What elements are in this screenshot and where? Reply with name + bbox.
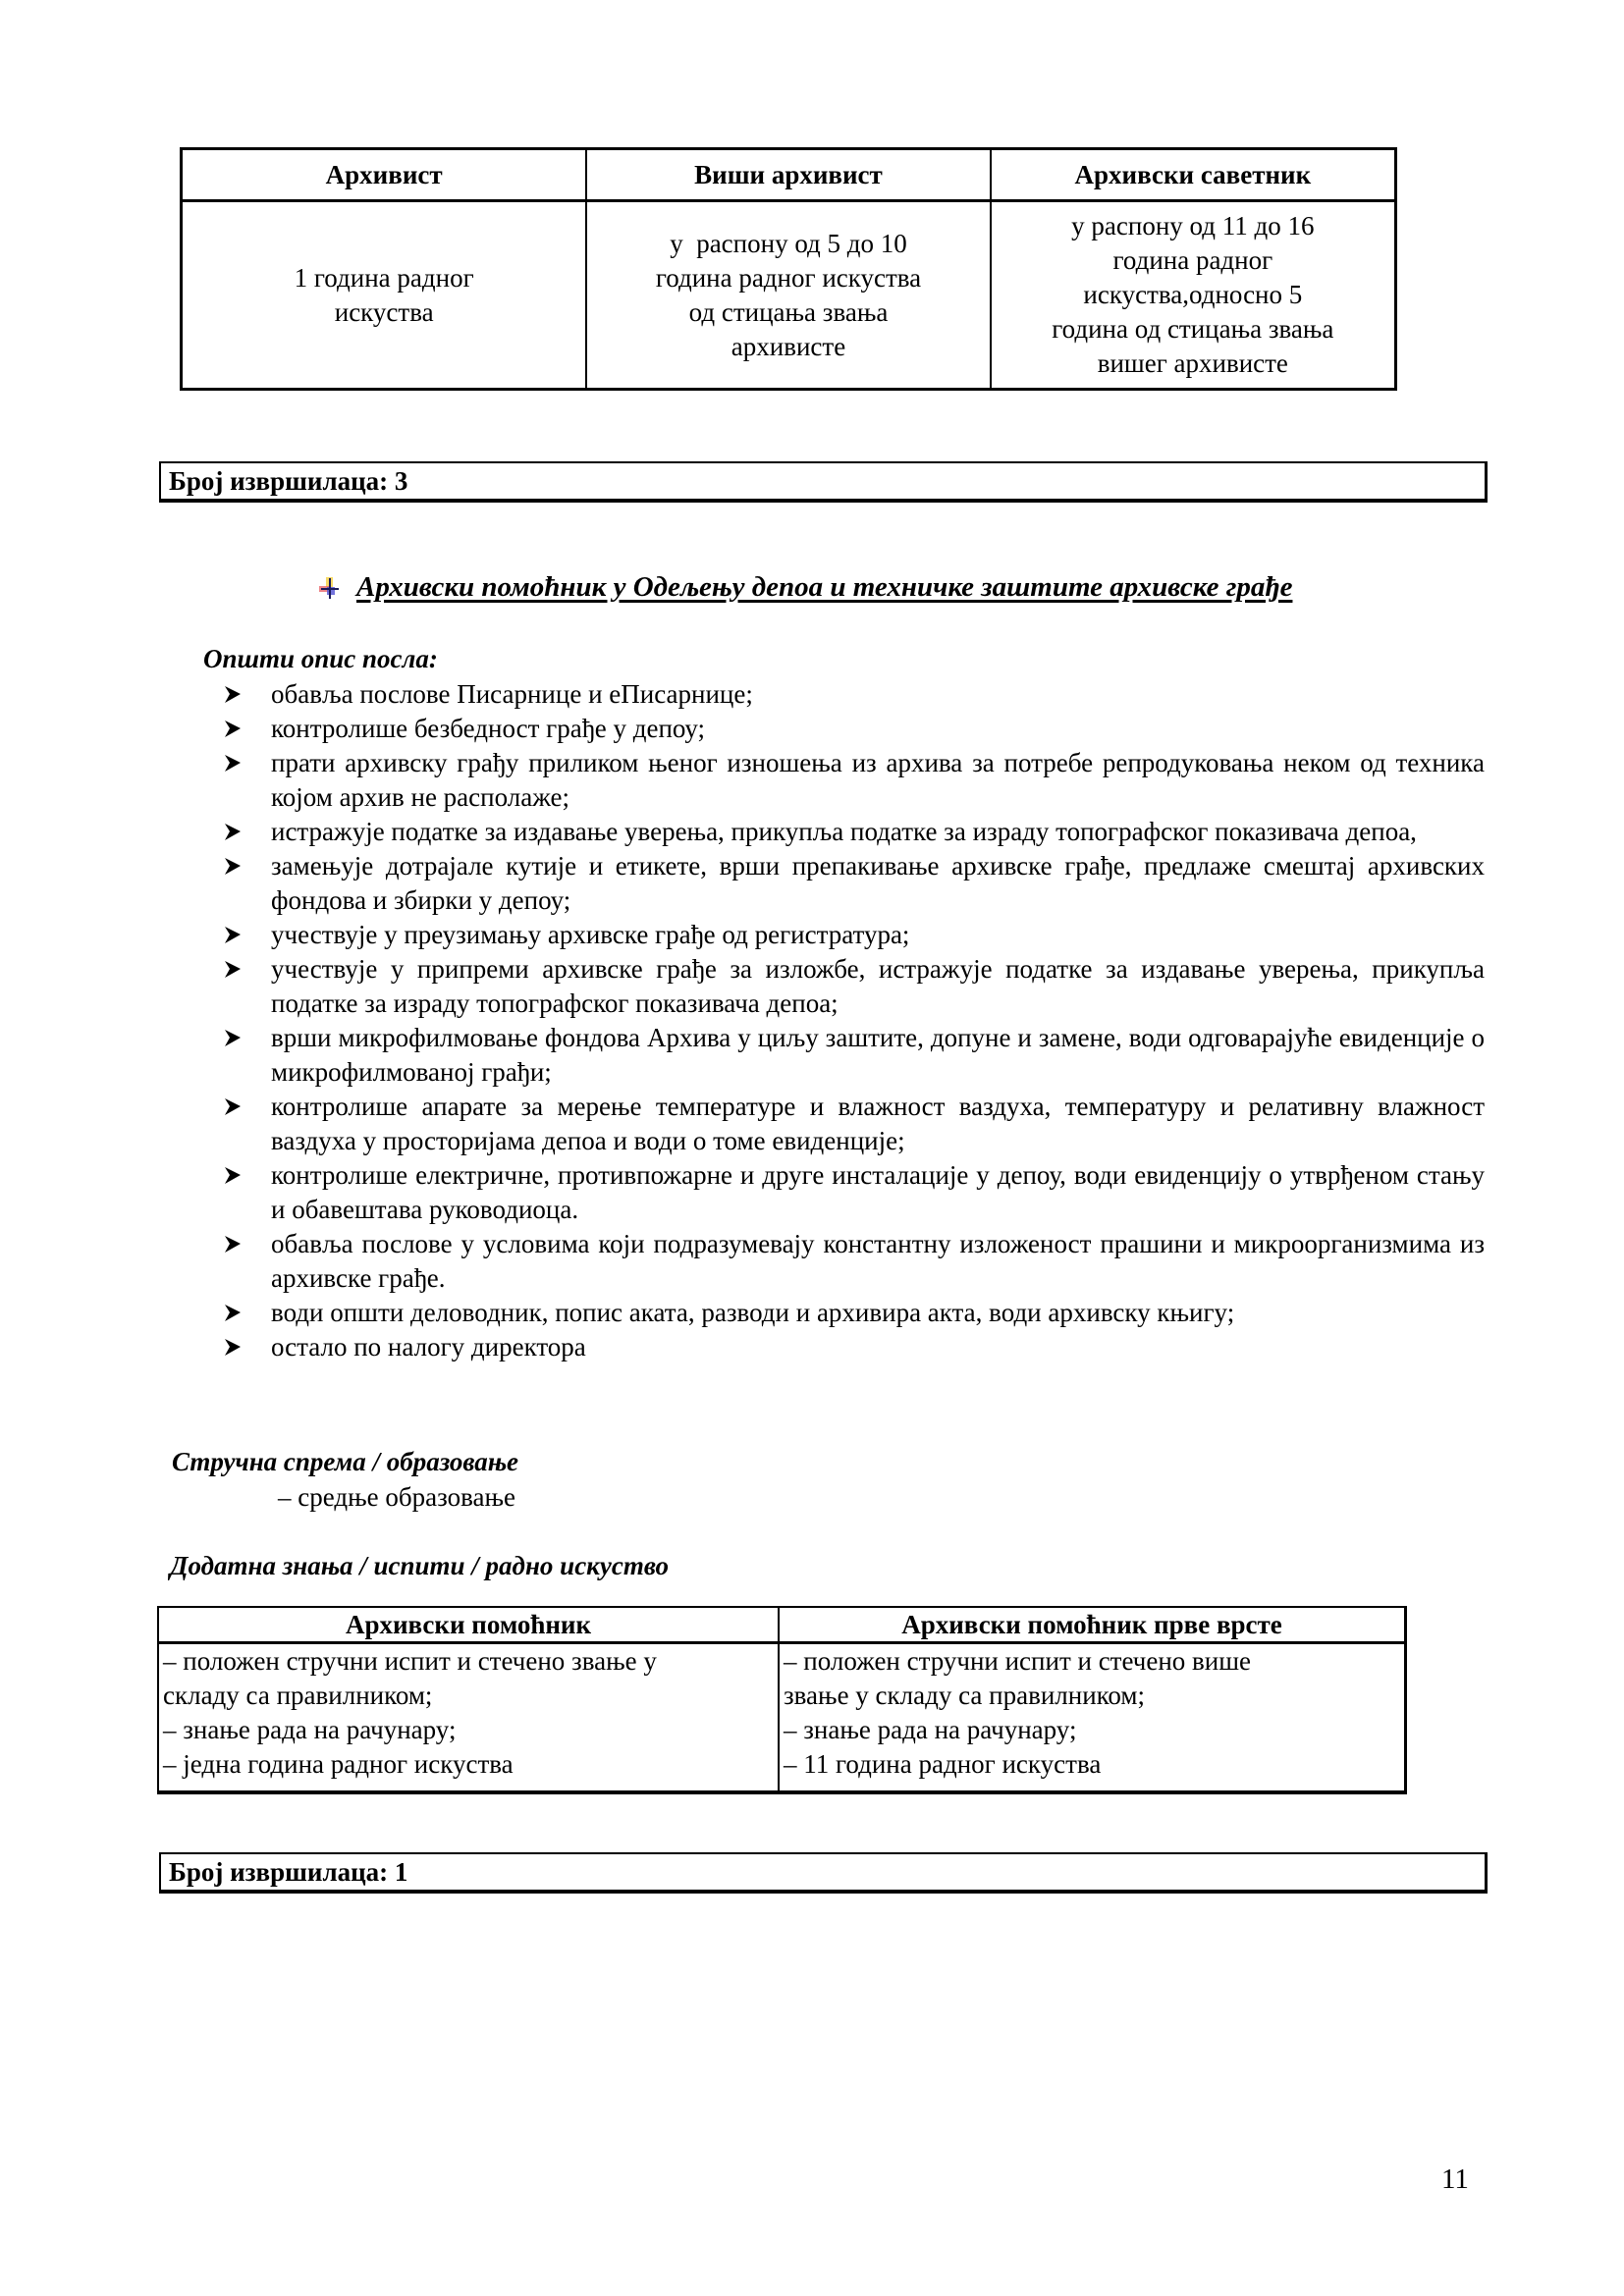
list-item [218, 918, 1485, 952]
table-cell [991, 201, 1394, 389]
list-item [218, 746, 1485, 815]
duty-text: води општи деловодник, попис аката, разводи и архивира акта, води архивску књигу; [271, 1298, 1235, 1327]
table-cell [779, 1643, 1404, 1791]
arrowhead-bullet-icon [222, 815, 244, 849]
list-item [218, 1227, 1485, 1296]
cell-line: година од стицања звања [1052, 314, 1334, 344]
cell-line: од стицања звања [688, 296, 889, 327]
duty-text: прати архивску грађу приликом њеног изношења из архива за потребе репродуковања неком од техника којом архив не располаже; [271, 748, 1485, 812]
arrowhead-bullet-icon [222, 677, 244, 712]
list-item [218, 1090, 1485, 1158]
table-header-cell: Архивски помоћник прве врсте [779, 1608, 1404, 1643]
executor-count-box [159, 461, 1488, 503]
cell-line: звање у складу са правилником; [784, 1681, 1145, 1710]
page-number: 11 [1441, 2163, 1469, 2195]
table-row [183, 201, 1394, 389]
section-heading [317, 571, 1292, 604]
list-item [218, 815, 1485, 849]
list-item [218, 849, 1485, 918]
arrowhead-bullet-icon [222, 1021, 244, 1055]
cell-line: у распону од 5 до 10 [670, 228, 907, 258]
duty-text: обавља послове Писарнице и еПисарнице; [271, 679, 753, 709]
duty-text: врши микрофилмовање фондова Архива у циљу заштите, допуне и замене, води одговарајуће евиденције о микрофилмованој грађи; [271, 1023, 1485, 1087]
cell-line: година радног искуства [655, 262, 922, 293]
duty-text: замењује дотрајале кутије и етикете, врши препакивање архивске грађе, предлаже смештај архивских фондова и збирки у депоу; [271, 851, 1485, 915]
cell-line: – знање рада на рачунару; [163, 1715, 457, 1744]
rank-experience-table [180, 147, 1397, 391]
arrowhead-bullet-icon [222, 1227, 244, 1261]
duty-text: обавља послове у условима који подразумевају константну изложеност прашини и микроорганизмима из архивске грађе. [271, 1229, 1485, 1293]
section-title: Архивски помоћник у Одељењу депоа и техничке заштите архивске грађе [356, 571, 1293, 603]
list-item [218, 712, 1485, 746]
executor-count-box [159, 1852, 1488, 1894]
arrowhead-bullet-icon [222, 746, 244, 780]
cell-line: искуства,односно 5 [1083, 280, 1303, 309]
duty-text: контролише електричне, противпожарне и друге инсталације у депоу, води евиденцију о утврђеном стању и обавештава руководиоца. [271, 1160, 1485, 1224]
table-cell [159, 1643, 779, 1791]
arrowhead-bullet-icon [222, 1296, 244, 1330]
cell-line: – положен стручни испит и стечено звање у [163, 1646, 657, 1676]
table-header-row [183, 150, 1394, 201]
duty-text: остало по налогу директора [271, 1332, 586, 1362]
arrowhead-bullet-icon [222, 918, 244, 952]
arrowhead-bullet-icon [222, 849, 244, 883]
executor-count-text: Број извршилаца: 1 [169, 1857, 408, 1887]
cell-line: складу са правилником; [163, 1681, 433, 1710]
cell-line: искуства [334, 296, 434, 327]
arrowhead-bullet-icon [222, 952, 244, 987]
list-item [218, 952, 1485, 1021]
cell-line: – положен стручни испит и стечено више [784, 1646, 1252, 1676]
cell-line: – знање рада на рачунару; [784, 1715, 1077, 1744]
list-item [218, 1330, 1485, 1364]
cell-line: година радног [1112, 245, 1273, 275]
table-cell [183, 201, 586, 389]
general-description-label: Општи опис посла: [203, 644, 438, 673]
duty-text: истражује податке за издавање уверења, прикупља податке за израду топографског показивача депоа, [271, 817, 1417, 846]
table-header-cell: Архивски помоћник [159, 1608, 779, 1643]
education-value: – средње образовање [278, 1482, 515, 1512]
table-header-row [159, 1608, 1404, 1643]
cell-line: архивисте [731, 331, 846, 361]
duty-text: контролише безбедност грађе у депоу; [271, 714, 706, 743]
executor-count-text: Број извршилаца: 3 [169, 466, 408, 496]
duties-list [218, 677, 1485, 1364]
cell-line: – 11 година радног искуства [784, 1749, 1102, 1779]
list-item [218, 1021, 1485, 1090]
table-header-cell: Архивски саветник [991, 150, 1394, 201]
colored-cross-bullet-icon [317, 575, 343, 601]
list-item [218, 1296, 1485, 1330]
additional-knowledge-label: Додатна знања / испити / радно искуство [170, 1551, 670, 1580]
cell-line: вишег архивисте [1097, 348, 1288, 378]
cell-line: 1 година радног [294, 262, 474, 293]
duty-text: учествује у припреми архивске грађе за изложбе, истражује податке за издавање уверења, прикупља податке за израду топографског показивача депоа; [271, 954, 1485, 1018]
cell-line: у распону од 11 до 16 [1071, 211, 1315, 240]
education-label: Стручна спрема / образовање [172, 1447, 519, 1476]
list-item [218, 677, 1485, 712]
table-cell [586, 201, 990, 389]
duty-text: контролише апарате за мерење температуре и влажност ваздуха, температуру и релативну влажност ваздуха у просторијама депоа и води о томе евиденције; [271, 1092, 1485, 1155]
arrowhead-bullet-icon [222, 1090, 244, 1124]
arrowhead-bullet-icon [222, 1330, 244, 1364]
duty-text: учествује у преузимању архивске грађе од регистратура; [271, 920, 910, 949]
arrowhead-bullet-icon [222, 1158, 244, 1193]
additional-requirements-table [157, 1606, 1407, 1794]
table-row [159, 1643, 1404, 1791]
list-item [218, 1158, 1485, 1227]
cell-line: – једна година радног искуства [163, 1749, 514, 1779]
table-header-cell: Виши архивист [586, 150, 990, 201]
arrowhead-bullet-icon [222, 712, 244, 746]
table-header-cell: Архивист [183, 150, 586, 201]
